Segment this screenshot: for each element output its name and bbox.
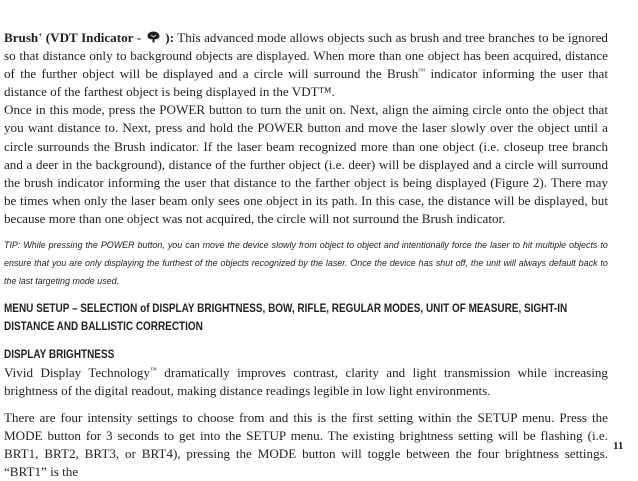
display-brightness-intro: Vivid Display Technology™ dramatically improves contrast, clarity and light transmission while increasing brightness of the digital readout, making distance readings legible in low light environments. [4, 364, 608, 398]
menu-setup-heading: MENU SETUP – SELECTION of DISPLAY BRIGHTNESS, BOW, RIFLE, REGULAR MODES, UNIT OF MEASURE, SIGHT-IN DISTANCE AND BALLISTIC CORRECTION [4, 302, 568, 334]
brush-text-2: indicator informing the user that distance of the farthest object is being displayed in the VDT™. [4, 66, 608, 100]
brush-tree-icon [147, 31, 160, 43]
brush-text-1: This advanced mode allows objects such as brush and tree branches to be ignored so that distance only to background objects are displayed. When more than one object has been acquired, distance of the further object will be displayed and a circle will surround the Brush [4, 30, 608, 82]
brush-text-3: Once in this mode, press the POWER button to turn the unit on. Next, align the aiming circle onto the object that you want distance to. Next, press and hold the POWER button and move the laser slowly over the object until a circle surrounds the Brush indicator. If the laser beam recognized more than one object (i.e. closeup tree branch and a deer in the background), distance of the further object (i.e. deer) will be displayed and a circle will surround the brush indicator informing the user that distance to the farther object is being displayed (Figure 2). There may be times when only the laser beam only sees one object in its path. In this case, the distance will be displayed, but because more than one object was not acquired, the circle will not surround the Brush indicator. [4, 102, 608, 226]
tip-text: TIP: While pressing the POWER button, you can move the device slowly from object to object and intentionally force the laser to hit multiple objects to ensure that you are only displaying the furthest of the objects recognized by the laser. Once the device has shut off, the unit will always default back to the last targeting mode used. [4, 240, 608, 288]
display-brightness-settings: There are four intensity settings to choose from and this is the first setting within the SETUP menu. Press the MODE button for 3 seconds to get into the SETUP menu. The existing brightness setting will be flashing (i.e. BRT1, BRT2, BRT3, or BRT4), pressing the MODE button will toggle between the four brightness settings. “BRT1” is the [4, 409, 608, 480]
display-brightness-heading: DISPLAY BRIGHTNESS [4, 347, 115, 361]
brush-label: Brush+ (VDT Indicator - [4, 30, 142, 45]
brush-label-close: ): [165, 30, 174, 45]
manual-page [4, 29, 608, 481]
brush-tm: ™ [418, 67, 426, 76]
brush-paragraph [4, 29, 608, 228]
page-number: 11 [613, 440, 624, 452]
